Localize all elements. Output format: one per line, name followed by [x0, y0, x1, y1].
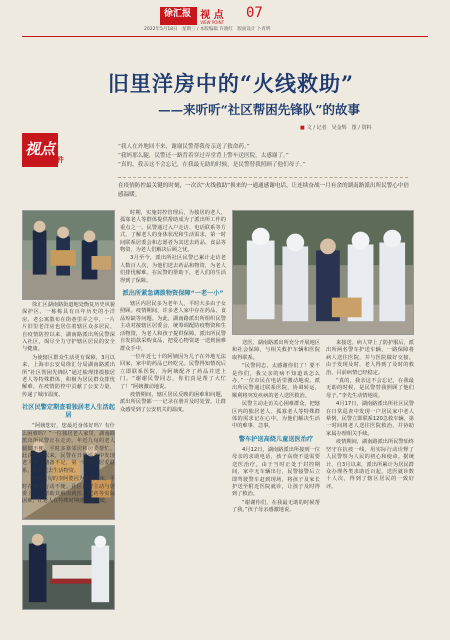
quote-2: “我妈那么腿，民警还一路背着穿过弄堂背上警车送医院，太感谢了。” — [118, 153, 289, 159]
paragraph: 疫情期间，湖南路派出所民警始终坚守在抗疫一线，用实际行动诠释了人民警察为人民的初心和使命。据统计，自3月以来，派出所累计为居民群众办理各类求助近百起，送医就诊数十人次，得到了辖区居民的一致好评。 — [326, 439, 414, 490]
logo-english: XUHUI NEWS — [164, 17, 194, 23]
masthead-rule — [22, 36, 428, 37]
subheadline: ——来听听“社区帮困先锋队”的故事 — [158, 102, 360, 117]
article-column-2 — [120, 210, 226, 615]
pull-quotes — [118, 143, 408, 170]
paragraph: 来接送。病人穿上了防护服后，派出所两名警车护送车辆，一路保障将病人送往医院，并与医院做好交接。由于发现及时，老人得到了及时的救治，目前病情已经稳定。 — [326, 340, 414, 376]
photo-police-delivery — [22, 210, 115, 300]
article-column-4 — [326, 340, 414, 615]
section-subhead: 警车护送高烧儿童送医治疗 — [238, 435, 314, 443]
article-column-1 — [22, 302, 116, 505]
byline-marker: ■ — [300, 125, 305, 131]
masthead-brand — [160, 6, 224, 25]
paragraph: 辖区内居民多为老年人，平时大多由子女照顾。疫情期间，许多老人家中存在药品、食品短缺等问题。为此，湖南路派出所组织民警主动对接辖区居委会，统筹调配防疫物资和生活物资，为老人和孩子提供保障。派出所民警自发捐款采购食品，把爱心物资逐一送到困难群众手中。 — [120, 301, 226, 352]
quote-divider — [118, 177, 408, 178]
headline: 旧里洋房中的“火线救助” — [107, 71, 355, 96]
paragraph: 疫情期间，辖区居民反映的困难和问题，派出所民警都一一记录在册并及时处置，让群众感受到了公安机关的温度。 — [120, 391, 226, 413]
column-badge — [22, 133, 84, 173]
article-column-3 — [232, 340, 320, 615]
byline-text: 文 / 记者 吴金辉 图 / 资料 — [306, 125, 372, 131]
section-subhead: 社区民警定期查看独居老人生活起居 — [22, 404, 115, 420]
photo-hazmat-team — [232, 210, 414, 335]
badge-main: 视点 — [22, 133, 58, 167]
issue-meta: 2022年5月18日 星期三 / 本版编辑 许晓红 版面设计 卜青明 — [144, 27, 271, 32]
logo-text: 徐汇报 — [164, 8, 192, 19]
section-english: VIEW POINT — [200, 20, 225, 25]
photo-stretcher — [22, 525, 115, 610]
page-number: 07 — [246, 5, 263, 21]
paragraph: 送医，湖南路派出所充分开展地区和社会保障，与相关救护车辆和医院取得联系。 — [232, 340, 320, 361]
paragraph: 时期，实施封控管理后，为独居的老人、孤寡老人等群体提供帮助成为了派出所工作的重点之一。民警通过入户走访、电话联系等方式，了解老人的身体状况和生活需求，第一时间联系居委会和志愿者为其送去药品、食品等物资，为老人们解决后顾之忧。 — [120, 210, 226, 254]
paragraph: 年过七旬的李阿婆因为疾病卧床，平时在家中行动不便。社区民警主动与居委上门，帮助其解决就医、配药等实际困难，让老人在特殊时期感受到温暖。 — [22, 476, 116, 505]
paragraph: 徐汇区湖南路街道地处衡复历史风貌保护区，一栋栋具有百年历史的小洋房、老公寓散布在街巷里弄之中，一片片旧里老洋房也居住着辖区众多居民。自疫情防控以来，湖南路派出所民警深入社区，竭尽全力守护辖区居民的安全与健康。 — [22, 302, 116, 353]
paragraph: 3月至今，派出所社区民警已累计走访老人数百人次，为他们送去药品和物资，为老人们排忧解难。在民警的帮助下，老人们的生活得到了保障。 — [120, 255, 226, 284]
newspaper-logo — [160, 7, 197, 25]
badge-sub: 事件 — [50, 156, 64, 164]
masthead — [0, 0, 450, 48]
paragraph: 4月17日，湖南路派出所社区民警在日常巡查中发现一户居民家中老人晕倒，民警立即联系120急救车辆，第一时间将老人送往医院救治，并协助家属办理相关手续。 — [326, 401, 414, 437]
quote-3: “真的，我亲这不会忘记，在我最无助的时候，是民警替我照顾了他们母子。” — [118, 162, 306, 168]
paragraph: 民警主动走访关心困难群众，把辖区内的独居老人、孤寡老人等特殊群体的需求记在心中，为他们解决生活中的难事、急事。 — [232, 401, 320, 430]
paragraph: 一位年近七十的阿姨因为儿子在外地无法回家，家中的药品已经吃完。民警得知情况后立即联系医院，为阿姨配齐了药品并送上门。“谢谢民警同志，你们真是帮了大忙了！”阿姨激动地说。 — [120, 353, 226, 390]
paragraph: 4月12日，湖南路派出所接到一位母亲的求助电话，孩子高烧不退需要送医治疗。由于当时正处于封控期间，家中无车辆出行，民警接警后立即驾驶警车赶到现场，将孩子及家长护送至附近医院就诊，让孩子及时得到了救治。 — [232, 446, 320, 498]
byline — [300, 124, 371, 131]
paragraph: “谢谢你们，在我最无助的时候帮了我。”孩子母亲感激地说。 — [232, 499, 320, 514]
section-name: 视 点 — [200, 10, 224, 21]
paragraph: “真的，我亲这不会忘记，在我最无助的时候，是民警替我照顾了他们母子。”李先生动情地说。 — [326, 378, 414, 399]
section-subhead: 派出所紧急调拨物资保障“一老一小” — [122, 290, 224, 298]
quote-1: “我人在外地回不来，谢谢民警帮我母亲送了救命药。” — [118, 144, 250, 150]
paragraph: 为使辖区群众生活更有保障，3月以来，上海市公安局徐汇分局湖南路派出所“社区帮困先锋队”通过梳理排摸独居老人等特殊群体，积极为居民群众排忧解难，在疫情防控中贡献了公安力量，传递了城市温度。 — [22, 354, 115, 398]
lead-paragraph: 在疫情防控最关键的时刻，一次次“火线救助”换来的一通通感谢电话，让连续奋战一月有余的湖南路派出所民警心中倍感温暖。 — [118, 183, 410, 198]
paragraph: “阿姨您好，您最近身体好吗？有什么困难吗？”一位独居老人家里，湖南路派出所民警正在走访。年近九旬的老人腿脚不便，平时多靠邻居和居委帮忙。此次封控以来，民警在日常巡查中发现老人家中储备不足，第一时间与居委联系，为其送去生活物资。 — [22, 423, 115, 474]
paragraph: “民警同志，太感谢你们了！要不是你们，我父亲的病不知道该怎么办。”一位市民在电话里激动地说。派出所民警通过联系医院，协调转运，顺利将突发疾病的老人送医救治。 — [232, 363, 320, 399]
